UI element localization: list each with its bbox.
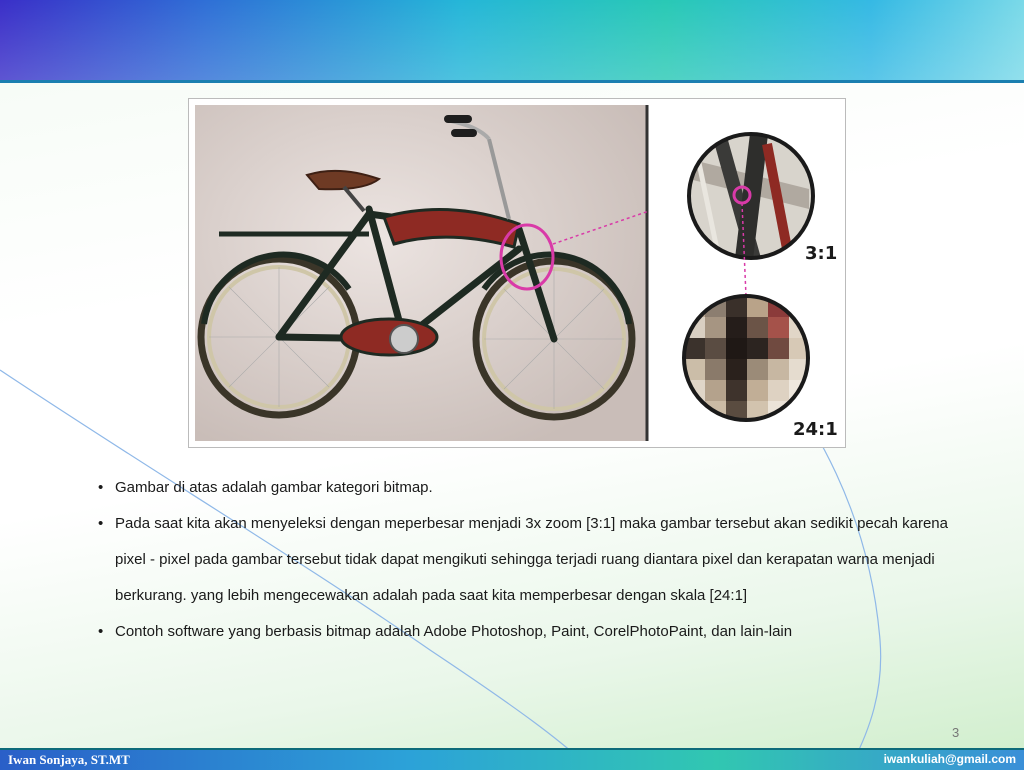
bitmap-zoom-figure — [188, 98, 846, 448]
zoom-label-3to1: 3:1 — [805, 243, 838, 264]
page-number: 3 — [952, 725, 960, 740]
bullet-item: • Contoh software yang berbasis bitmap adalah Adobe Photoshop, Paint, CorelPhotoPaint, dan lain-lain — [98, 614, 958, 650]
bullet-item: • Pada saat kita akan menyeleksi dengan meperbesar menjadi 3x zoom [3:1] maka gambar tersebut akan sedikit pecah karena pixel - pixel pada gambar tersebut tidak dapat mengikuti sehingga terjadi ruang diantara pixel dan kerapatan warna menjadi berkurang. yang lebih mengecewakan adalah pada saat kita memperbesar dengan skala [24:1] — [98, 506, 958, 614]
footer-email: iwankuliah@gmail.com — [883, 752, 1016, 766]
footer-bar — [0, 748, 1024, 770]
bullet-item: • Gambar di atas adalah gambar kategori bitmap. — [98, 470, 958, 506]
footer-author: Iwan Sonjaya, ST.MT — [8, 752, 130, 767]
bullet-list — [98, 470, 958, 650]
zoom-label-24to1: 24:1 — [793, 419, 838, 440]
